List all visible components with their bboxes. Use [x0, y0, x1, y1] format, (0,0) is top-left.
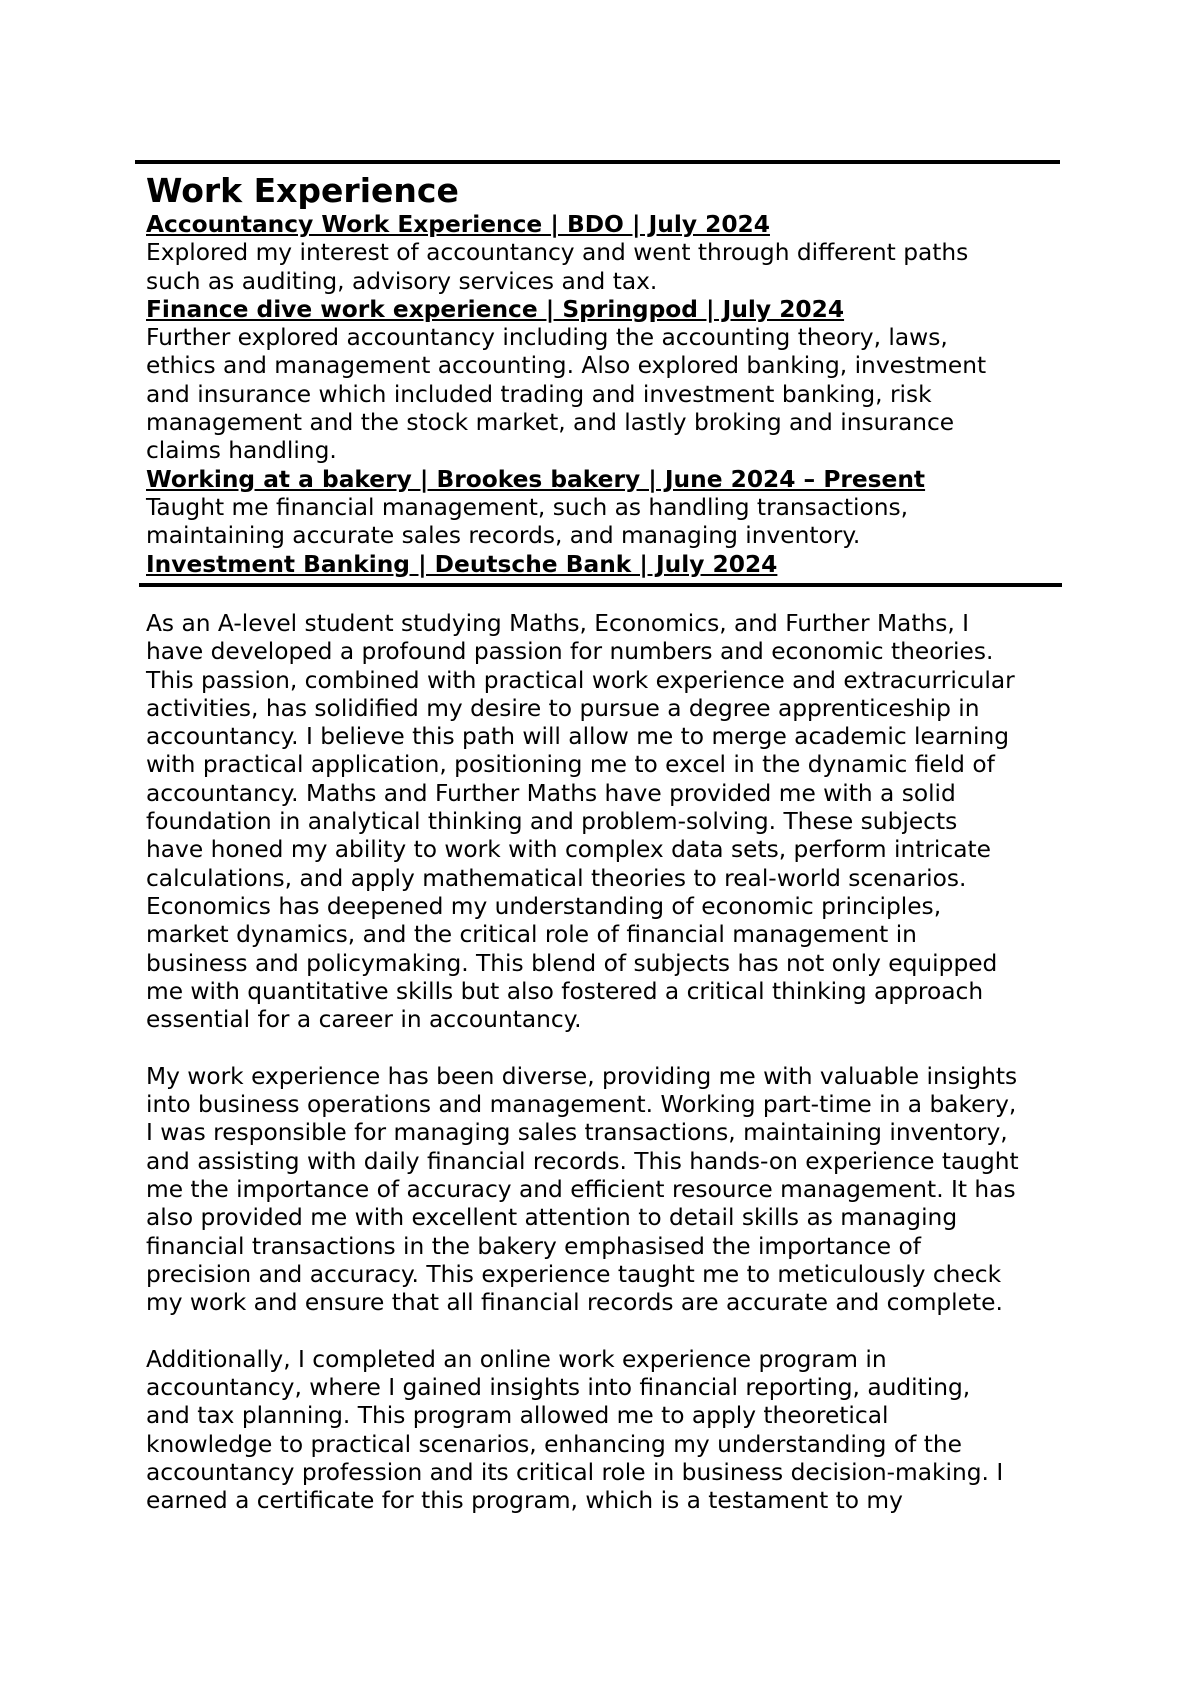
top-divider [135, 160, 1060, 164]
statement-paragraph: As an A-level student studying Maths, Economics, and Further Maths, I have developed a profound passion for numbers and economic theories. This passion, combined with practical work experience and extracurricular activities, has solidified my desire to pursue a degree apprenticeship in accountancy. I believe this path will allow me to merge academic learning with practical application, positioning me to excel in the dynamic field of accountancy. Maths and Further Maths have provided me with a solid foundation in analytical thinking and problem-solving. These subjects have honed my ability to work with complex data sets, perform intricate calculations, and apply mathematical theories to real-world scenarios. Economics has deepened my understanding of economic principles, market dynamics, and the critical role of financial management in business and policymaking. This blend of subjects has not only equipped me with quantitative skills but also fostered a critical thinking approach essential for a career in accountancy. [146, 610, 1015, 1034]
statement-paragraph: Additionally, I completed an online work experience program in accountancy, where I gained insights into financial reporting, auditing, and tax planning. This program allowed me to apply theoretical knowledge to practical scenarios, enhancing my understanding of the accountancy profession and its critical role in business decision-making. I earned a certificate for this program, which is a testament to my [146, 1345, 1004, 1515]
entry-title: Investment Banking | Deutsche Bank | July 2024 [146, 550, 778, 578]
experience-entry [146, 466, 1081, 551]
statement-paragraph: My work experience has been diverse, providing me with valuable insights into business operations and management. Working part-time in a bakery, I was responsible for managing sales transactions, maintaining inventory, and assisting with daily financial records. This hands-on experience taught me the importance of accuracy and efficient resource management. It has also provided me with excellent attention to detail skills as managing financial transactions in the bakery emphasised the importance of precision and accuracy. This experience taught me to meticulously check my work and ensure that all financial records are accurate and complete. [146, 1062, 1019, 1317]
entry-description: Further explored accountancy including the accounting theory, laws, ethics and management accounting. Also explored banking, investment and insurance which included trading and investment banking, risk management and the stock market, and lastly broking and insurance claims handling. [146, 324, 987, 465]
work-experience-section [146, 172, 1081, 579]
experience-entry [146, 551, 1081, 579]
personal-statement [146, 610, 1081, 1544]
entry-description: Taught me financial management, such as handling transactions, maintaining accurate sales records, and managing inventory. [146, 493, 909, 550]
experience-entry [146, 296, 1081, 466]
entry-title: Working at a bakery | Brookes bakery | June 2024 – Present [146, 465, 926, 493]
entry-title: Finance dive work experience | Springpod | July 2024 [146, 295, 845, 323]
experience-entry [146, 211, 1081, 296]
section-divider [139, 583, 1062, 587]
section-heading: Work Experience [146, 171, 459, 210]
entry-description: Explored my interest of accountancy and went through different paths such as auditing, advisory services and tax. [146, 239, 969, 295]
entry-title: Accountancy Work Experience | BDO | July 2024 [146, 211, 770, 238]
